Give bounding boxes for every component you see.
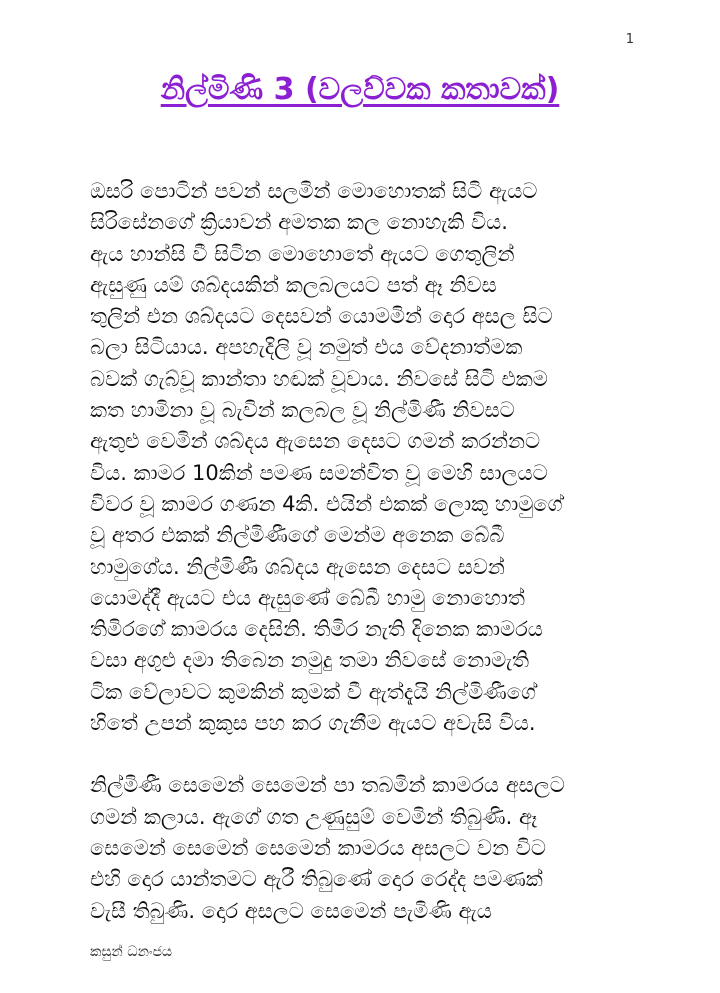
story-paragraph: [90, 176, 650, 739]
text-line: ඇසුණු යම් ශබ්දයකින් කලබලයට පත් ඈ නිවස: [90, 272, 497, 297]
text-line: ටික වේලාවට කුමකින් කුමක් වී ඇත්දැයි නිල්මිණීගේ: [90, 679, 537, 704]
author-name: කසුන් ධනංජය: [90, 944, 173, 960]
text-line: යොමද්දී ඇයට එය ඇසුණේ බේබී හාමු නොහොත්: [90, 585, 525, 610]
text-line: හාමුගේය. නිල්මිණී ශබ්දය ඇසෙන දෙසට සවන්: [90, 554, 505, 579]
text-line: එහි දොර යාන්තමට ඇරී තිබුණේ දොර රෙද්ද පමණක්: [90, 867, 543, 892]
text-line: විවර වූ කාමර ගණන 4කි. එයින් එකක් ලොකු හාමුගේ: [90, 491, 563, 516]
text-line: සිරිසේනගේ ක්‍රියාවන් අමතක කල නොහැකි විය.: [90, 210, 508, 235]
text-line: බලා සිටියාය. අපහැදිලි වූ නමුත් එය වේදනාත්මක: [90, 335, 523, 360]
text-line: ගමන් කලාය. ඇගේ ගත උණුසුම් වෙමින් තිබුණි. ඈ: [90, 804, 538, 829]
text-line: තුලින් එන ශබ්දයට දෙසවන් යොමමින් දොර අසල සිට: [90, 304, 553, 329]
text-line: වසා අගුළු දමා තිබෙන නමුදු තමා නිවසේ නොමැති: [90, 648, 530, 673]
text-line: බවක් ගැබ්වූ කාන්තා හඬක් වූවාය. නිවසේ සිටි එකම: [90, 366, 548, 391]
story-body: [90, 176, 650, 927]
text-line: කත හාමිනා වූ බැවින් කලබල වූ නිල්මිණී නිවසට: [90, 398, 515, 423]
text-line: හිතේ උපන් කුකුස පහ කර ගැනීම ඇයට අවැසි විය.: [90, 711, 536, 736]
page-number: 1: [625, 32, 634, 47]
text-line: වැසී තිබුණි. දොර අසලට සෙමෙන් පැමිණි ඇය: [90, 898, 492, 923]
text-line: ඇතුළු වෙමින් ශබ්දය ඇසෙන දෙසට ගමන් කරන්නට: [90, 429, 541, 454]
text-line: සෙමෙන් සෙමෙන් සෙමෙන් කාමරය අසලට වන විට: [90, 835, 546, 860]
text-line: වූ අතර එකක් නිල්මිණීගේ මෙන්ම අනෙක බේබී: [90, 523, 505, 548]
story-paragraph: [90, 770, 650, 926]
text-line: තිමිරගේ කාමරය දෙසිනි. තිමිර නැති දිනෙක කාමරය: [90, 617, 543, 642]
text-line: ඇය හාන්සි වී සිටින මොහොතේ ඇයට ගෙතුලින්: [90, 241, 515, 266]
text-line: ඔසරි පොටින් පවන් සලමින් මොහොතක් සිටි ඇයට: [90, 179, 538, 203]
text-line: නිල්මිණී සෙමෙන් සෙමෙන් පා තබමින් කාමරය අසලට: [90, 773, 565, 798]
document-title: නිල්මිණි 3 (වලව්වක කතාවක්): [160, 72, 560, 107]
text-line: විය. කාමර 10කින් පමණ සමන්විත වූ මෙහි සාලයට: [90, 460, 548, 485]
